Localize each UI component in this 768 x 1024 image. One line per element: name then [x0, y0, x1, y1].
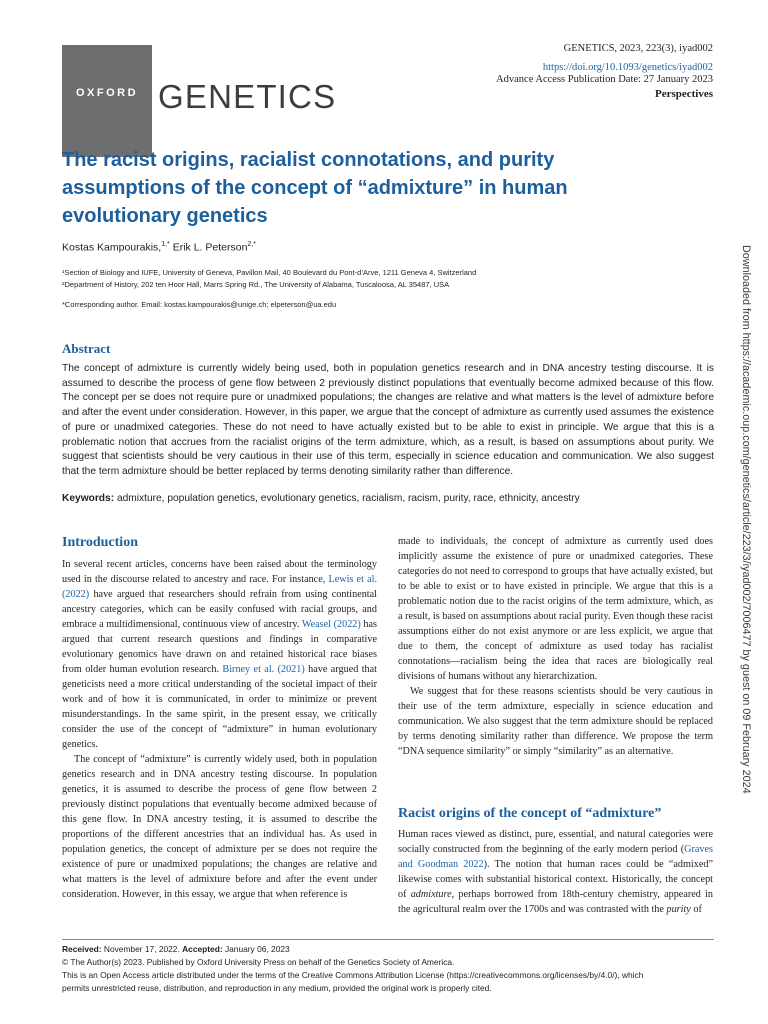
publication-date: Advance Access Publication Date: 27 January 2023 [496, 74, 713, 85]
citation-birney[interactable]: Birney et al. (2021) [222, 664, 305, 675]
intro-paragraph-2: The concept of “admixture” is currently widely used, both in population genetics research and in DNA ancestry testing discourse. In population genetics, it is assumed to describe the process of gene flow between 2 previously distinct populations that eventually become admixed because of this gene flow. In DNA ancestry testing, it is assumed to describe the proportions of the different ancestries that an individual has. As used in population genetics, the concept of admixture per se does not require the existence of pure or unadmixed populations; the changes are relative and what matters is the level of admixture before and after the event under consideration. However, in this essay, we argue that when reference is [62, 754, 377, 900]
keywords [62, 493, 722, 504]
download-banner-text: Downloaded from https://academic.oup.com/genetics/article/223/3/iyad002/7006477 by guest on 09 February 2024 [740, 245, 752, 794]
author-list [62, 241, 256, 254]
intro-paragraph-1: In several recent articles, concerns have been raised about the terminology used in the discourse related to ancestry and race. For instance, Lewis et al. (2022) have argued that researchers should refrain from using continental ancestry categories, which can be easily confused with racial groups, and embrace a multidimensional, continuous view of ancestry. Weasel (2022) has argued that current research questions and findings in comparative evolutionary genomics have drawn on and retained historical race biases from older human evolution research. Birney et al. (2021) have argued that geneticists need a more critical understanding of the societal impact of their work and of how it is communicated, in order to minimize or prevent misunderstandings. In the same spirit, in the present essay, we critically consider the use of the concept of “admixture” in human evolutionary genetics. [62, 559, 378, 750]
author-peterson[interactable]: Erik L. Peterson [172, 241, 248, 254]
introduction-heading: Introduction [62, 535, 138, 550]
license-line-2: permits unrestricted reuse, distribution, and reproduction in any medium, provided the original work is properly cited. [62, 983, 492, 993]
oxford-logo [62, 45, 152, 157]
racist-origins-body [398, 827, 713, 917]
corresponding-author: *Corresponding author. Email: kostas.kampourakis@unige.ch; elpeterson@ua.edu [62, 300, 337, 309]
intro-paragraph-4: We suggest that for these reasons scientists should be very cautious in their use of the term admixture, especially in science education and communication. We also suggest that the term admixture should be replaced by terms denoting similarity rather than difference. We propose the term “DNA sequence similarity” or simply “similarity” as an alternative. [398, 686, 713, 757]
footer-divider [62, 939, 714, 940]
article-title: The racist origins, racialist connotations, and purity assumptions of the concept of “admixture” in human evolutionary genetics [62, 149, 568, 227]
abstract-heading: Abstract [62, 341, 111, 356]
received-accepted-line: Received: November 17, 2022. Accepted: January 06, 2023 [62, 944, 290, 954]
keywords-label: Keywords: [62, 493, 115, 504]
intro-paragraph-3: made to individuals, the concept of admixture as currently used does implicitly assume the existence of pure or unadmixed categories. These categories do not need to correspond to groups that have actually existed, but to be able to exist or to have existed in principle. We argue that this is a problematic notion due to the racist origins of the term admixture, which, as a result, is based on assumptions about racial purity. Even though these racist assumptions either do not exist anymore or are less explicit, we argue that due to them, the concept of admixture as used today has racialist connotations—racialism being the idea that races are biologically real divisions of humans without any hierarchization. [398, 536, 713, 682]
doi-link[interactable]: https://doi.org/10.1093/genetics/iyad002 [542, 62, 713, 73]
citation-line: GENETICS, 2023, 223(3), iyad002 [563, 43, 713, 54]
license-line-1: This is an Open Access article distributed under the terms of the Creative Commons Attribution License (https://creativecommons.org/licenses/by/4.0/), which [62, 970, 644, 980]
citation-weasel[interactable]: Weasel (2022) [301, 619, 361, 630]
left-column [62, 557, 377, 902]
oxford-logo-text: OXFORD [75, 87, 139, 99]
affiliation-2: ²Department of History, 202 ten Hoor Hall, Marrs Spring Rd., The University of Alabama, Tuscaloosa, AL 35487, USA [62, 280, 450, 289]
copyright-line: © The Author(s) 2023. Published by Oxford University Press on behalf of the Genetics Society of America. [62, 957, 455, 967]
right-column [398, 534, 713, 759]
author-kampourakis[interactable]: Kostas Kampourakis, [62, 241, 162, 254]
citation-lewis[interactable]: Lewis et al. (2022) [62, 574, 377, 600]
article-section: Perspectives [654, 88, 713, 100]
journal-name: GENETICS [158, 78, 337, 115]
affiliation-1: ¹Section of Biology and IUFE, University of Geneva, Pavillon Mail, 40 Boulevard du Pont-d’Arve, 1211 Geneva 4, Switzerland [62, 268, 477, 277]
abstract-text: The concept of admixture is currently widely being used, both in population genetics research and in DNA ancestry testing discourse. It is assumed to describe the process of gene flow between 2 previously distinct populations that eventually become admixed because of this flow. The concept per se does not require pure or unadmixed populations; the changes are relative and what matters is the level of admixture before and after the event under consideration. However, in this paper, we argue that the concept of admixture as currently used assumes the existence of pure or unadmixed categories. These do not need to have actually existed but to be able to exist in principle. We argue that this is a problematic notion that accrues from the racialist origins of the term admixture, which, as a result, is based on assumptions about purity. We suggest that scientists should be very cautious in their use of this term, especially in science education and communication. We also suggest that the term admixture should be better replaced by terms denoting similarity rather than difference. [62, 363, 714, 477]
racist-origins-paragraph-1: Human races viewed as distinct, pure, essential, and natural categories were socially constructed from the beginning of the early modern period (Graves and Goodman 2022). The notion that human races could be “admixed” likewise comes with substantial historical context. Historically, the concept of admixture, perhaps borrowed from 18th-century chemistry, appeared in the agricultural realm over the 1700s and was contrasted with the purity of [398, 829, 713, 915]
author-2-affiliation-marker: 2,* [247, 241, 256, 248]
keywords-list: admixture, population genetics, evolutionary genetics, racialism, racism, purity, race, ethnicity, ancestry [116, 493, 580, 504]
citation-graves-goodman[interactable]: Graves and Goodman 2022 [398, 844, 713, 870]
racist-origins-heading: Racist origins of the concept of “admixture” [398, 806, 662, 821]
author-1-affiliation-marker: 1,* [161, 241, 170, 248]
